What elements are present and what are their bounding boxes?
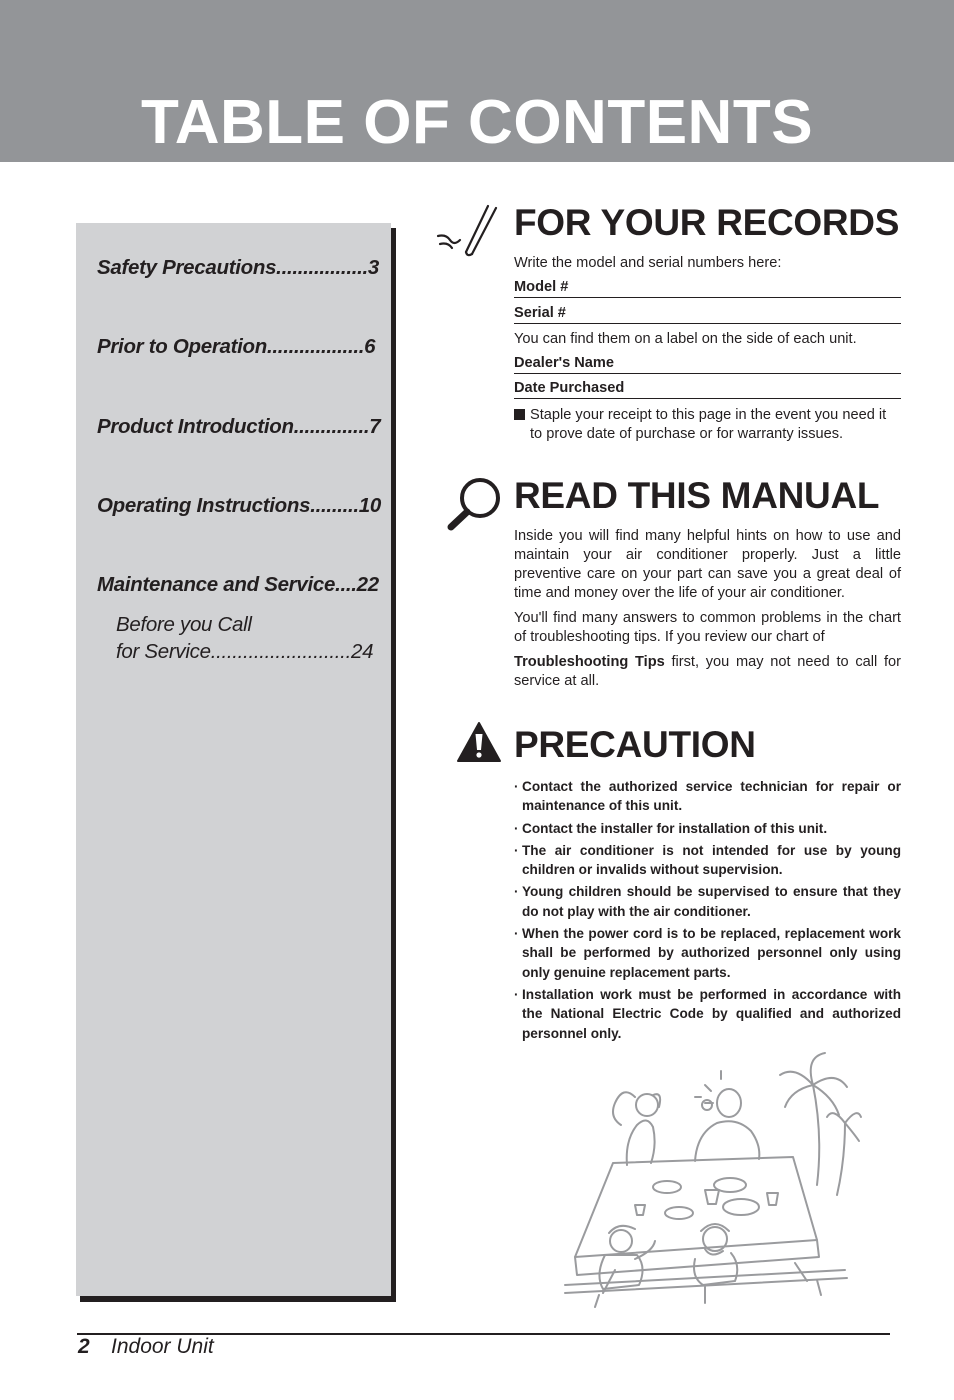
toc-subentry-leader: .......................... bbox=[210, 640, 351, 663]
model-number-field[interactable] bbox=[514, 279, 901, 298]
toc-entry-page: 7 bbox=[369, 415, 381, 438]
square-bullet-icon bbox=[514, 409, 525, 420]
toc-subentry-line2 bbox=[116, 640, 374, 664]
precaution-item: · Contact the installer for installation of this unit. bbox=[514, 819, 901, 838]
precaution-title: PRECAUTION bbox=[514, 724, 756, 765]
records-intro: Write the model and serial numbers here: bbox=[514, 255, 782, 271]
magnifying-glass-icon bbox=[446, 476, 504, 532]
toc-entry-leader: .................. bbox=[267, 335, 365, 358]
toc-entry-page: 6 bbox=[364, 335, 376, 358]
toc-entry-label: Product Introduction bbox=[97, 415, 294, 438]
toc-entry-label: Operating Instructions bbox=[97, 494, 311, 517]
toc-entry-leader: ................. bbox=[276, 256, 368, 279]
toc-subentry-page: 24 bbox=[350, 640, 374, 663]
manual-title: READ THIS MANUAL bbox=[514, 475, 880, 516]
dealer-name-field[interactable] bbox=[514, 355, 901, 374]
manual-paragraph-1: Inside you will find many helpful hints on how to use and maintain your air conditioner properly. Just a little preventive care on your part can save you a great deal of time and money over the life of your air conditioner. bbox=[514, 528, 901, 601]
dealer-name-label: Dealer's Name bbox=[514, 355, 615, 371]
toc-entry-leader: ......... bbox=[310, 494, 359, 517]
manual-paragraph-3 bbox=[514, 653, 901, 691]
toc-subentry-line1: Before you Call bbox=[116, 613, 252, 636]
precaution-item: · Installation work must be performed in accordance with the National Electric Code by qualified and authorized personnel only. bbox=[514, 985, 901, 1043]
toc-entry-label: Safety Precautions bbox=[97, 256, 277, 279]
toc-subentry-label: for Service bbox=[116, 640, 211, 663]
precaution-item: · When the power cord is to be replaced, replacement work shall be performed by authorized personnel only using only genuine replacement parts. bbox=[514, 924, 901, 982]
toc-entry-page: 3 bbox=[367, 256, 380, 279]
manual-paragraph-3-rest: first, you may not need to call for service at all. bbox=[514, 654, 901, 689]
precaution-item: · Young children should be supervised to ensure that they do not play with the air conditioner. bbox=[514, 882, 901, 921]
serial-number-label: Serial # bbox=[514, 305, 566, 321]
records-title: FOR YOUR RECORDS bbox=[514, 202, 900, 243]
toc-entry-prior-to-operation[interactable] bbox=[97, 335, 376, 359]
toc-entry-leader: .... bbox=[335, 573, 357, 596]
label-location-note: You can find them on a label on the side of each unit. bbox=[514, 331, 857, 347]
precaution-list bbox=[514, 777, 901, 1046]
date-purchased-label: Date Purchased bbox=[514, 380, 625, 396]
toc-entry-safety-precautions[interactable] bbox=[97, 256, 380, 280]
footer-page-number: 2 bbox=[78, 1335, 90, 1358]
toc-entry-leader: .............. bbox=[293, 415, 370, 438]
model-number-label: Model # bbox=[514, 279, 569, 295]
staple-receipt-text: Staple your receipt to this page in the event you need it to prove date of purchase or for warranty issues. bbox=[530, 407, 887, 442]
page-title: TABLE OF CONTENTS bbox=[140, 88, 814, 157]
troubleshooting-tips-emphasis: Troubleshooting Tips bbox=[514, 654, 665, 670]
toc-subentry-before-you-call[interactable] bbox=[116, 613, 374, 664]
picnic-family-illustration bbox=[555, 1045, 865, 1310]
toc-entry-product-introduction[interactable] bbox=[97, 415, 381, 439]
staple-receipt-note bbox=[514, 406, 901, 444]
toc-entry-label: Prior to Operation bbox=[97, 335, 268, 358]
toc-entry-label: Maintenance and Service bbox=[97, 573, 336, 596]
precaution-item: · The air conditioner is not intended for use by young children or invalids without supervision. bbox=[514, 841, 901, 880]
serial-number-field[interactable] bbox=[514, 305, 901, 324]
warning-triangle-icon bbox=[456, 721, 502, 763]
pen-writing-icon bbox=[436, 200, 502, 260]
toc-entry-page: 10 bbox=[358, 494, 381, 517]
precaution-item: · Contact the authorized service technician for repair or maintenance of this unit. bbox=[514, 777, 901, 816]
toc-entry-page: 22 bbox=[356, 573, 379, 596]
manual-paragraph-2: You'll find many answers to common problems in the chart of troubleshooting tips. If you review our chart of bbox=[514, 610, 901, 645]
toc-panel bbox=[76, 223, 391, 1296]
date-purchased-field[interactable] bbox=[514, 380, 901, 399]
toc-entry-maintenance-and-service[interactable] bbox=[97, 573, 379, 597]
toc-entry-operating-instructions[interactable] bbox=[97, 494, 381, 518]
footer-section-title: Indoor Unit bbox=[111, 1335, 214, 1358]
